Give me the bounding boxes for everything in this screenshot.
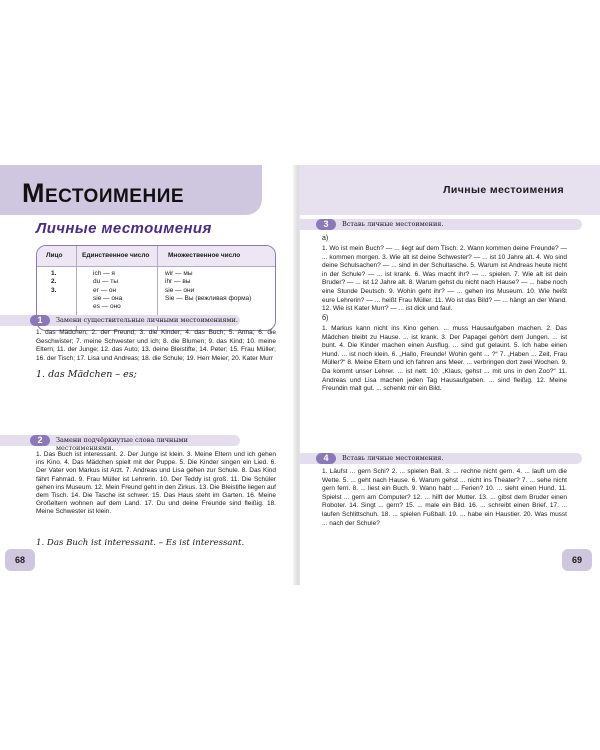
person-column xyxy=(51,270,56,295)
exercise-3-header xyxy=(300,219,582,230)
exercise-task: Замени подчёркнутые слова личными местоимениями. xyxy=(56,436,188,452)
header-plural: Множественное число xyxy=(168,252,241,259)
singular-cell: sie — она xyxy=(93,294,123,302)
header-person: Лицо xyxy=(46,252,63,259)
singular-column xyxy=(93,270,122,311)
exercise-number: 3 xyxy=(316,219,336,230)
singular-cell: du — ты xyxy=(93,278,118,286)
exercise-1-text: 1. das Mädchen; 2. der Freund; 3. die Kinder; 4. das Buch; 5. Anna; 6. die Geschwister; 7. meine Schwester und ich; 8. die Blumen; 9. das Kind; 10. meine Eltern; 11. der Junge; 12. das Auto; 13. deine Bleistifte; 14. Peter; 15. Frau Müller; 16. der Tisch; 17. Lisa und Andreas; 18. die Schule; 19. Herr Meier; 20. Kater Murr xyxy=(36,329,276,362)
page-number-right: 69 xyxy=(562,549,592,571)
book-spread xyxy=(0,165,600,585)
left-page xyxy=(0,165,295,585)
section-title: Личные местоимения xyxy=(36,220,212,237)
part-b-label: б) xyxy=(322,315,329,322)
exercise-1-header xyxy=(0,315,240,326)
part-a-label: а) xyxy=(322,235,329,242)
exercise-3-part-a: 1. Wo ist mein Buch? — ... liegt auf dem Tisch. 2. Wann kommen deine Freunde? — ... kommen morgen. 3. Wie alt ist deine Schwester? — ... ist 10 Jahre alt. 4. Wo sind deine Schulsachen? — ... sind in der Schultasche. 5. Warum ist Andreas heute nicht in der Schule? — ... ist krank. 6. Was macht ihr? — ... spielen. 7. Wie alt ist dein Bruder? — ... ist 12 Jahre alt. 8. Warum gehst du nicht nach Hause? — ... habe noch eine Stunde Deutsch. 9. Wohin geht ihr? — ... gehen ins Museum. 10. Wie heißt eure Lehrerin? — ... heißt Frau Müller. 11. Wo ist das Bild? — ... hängt an der Wand. 12. Wie ist Kater Murr? — ... ist dick und faul. xyxy=(322,245,567,313)
exercise-4-header xyxy=(300,453,582,464)
plural-cell: ihr — вы xyxy=(165,278,191,286)
exercise-1-sample: 1. das Mädchen – es; xyxy=(36,369,137,380)
plural-cell: sie — они xyxy=(165,286,195,294)
person-cell: 2. xyxy=(51,278,57,286)
running-header-title: Личные местоимения xyxy=(443,184,564,196)
chapter-band xyxy=(0,165,262,215)
exercise-number: 4 xyxy=(316,453,336,464)
exercise-task: Вставь личные местоимения. xyxy=(342,220,444,228)
plural-cell: Sie — Вы (вежливая форма) xyxy=(165,294,252,302)
exercise-number: 2 xyxy=(30,435,50,446)
header-singular: Единственное число xyxy=(82,252,150,259)
exercise-3-part-b: 1. Markus kann nicht ins Kino gehen. ... muss Hausaufgaben machen. 2. Das Mädchen bleibt zu Hause. ... ist krank. 3. Der Papagei gehört dem Jungen. ... ist bunt. 4. Die Kinder machen einen Ausflug. ... sind gut gelaunt. 5. Ich habe einen Hund. ... ist noch klein. 6. „Hallo, Freunde! Wohin geht ... ?“ 7. „Haben ... Zeit, Frau Müller?“ 8. Meine Eltern und ich fahren ans Meer. ... verbringen dort zwei Wochen. 9. Da kommt unser Lehrer. ... ist nett. 10. „Klaus, gehst ... mit uns in den Zoo?“ 11. Andreas und Lisa machen jeden Tag Hausaufgaben. ... sind fleißig. 12. Meine Freundin malt gut. ... schenkt mir ein Bild. xyxy=(322,325,567,393)
plural-cell: wir — мы xyxy=(165,270,193,277)
pronoun-table-header xyxy=(37,246,275,267)
exercise-number: 1 xyxy=(30,315,50,326)
right-page xyxy=(300,165,600,585)
singular-cell: es — оно xyxy=(93,303,121,311)
plural-column xyxy=(165,270,251,303)
exercise-task: Замени существительные личными местоимениями. xyxy=(56,316,238,324)
exercise-4-text: 1. Läufst ... gern Schi? 2. ... spielen Ball. 3. ... rechne nicht gern. 4. ... lauft um die Wette. 5. ... geht nach Hause. 6. Warum gehst ... nicht ins Theater? 7. ... sehe nicht gern fern. 8. ... liest ein Buch. 9. Wann habt ... Ferien? 10. ... sieht einen Hund. 11. Spielst ... gern am Computer? 12. ... hilft der Mutter. 13. ... gibst dem Bruder einen Roboter. 14. Singt ... gern? 15. ... male ein Bild. 16. ... schreibt einen Brief. 17. ... laufen Schlittschuh. 18. ... spielen Fußball. 19. ... habe ein Haustier. 20. Was musst ... nach der Schule? xyxy=(322,468,567,527)
person-cell: 3. xyxy=(51,286,57,294)
exercise-task: Вставь личные местоимения. xyxy=(342,454,444,462)
person-cell: 1. xyxy=(51,270,57,277)
exercise-2-text: 1. Das Buch ist interessant. 2. Der Junge ist klein. 3. Meine Eltern und ich gehen ins Kino. 4. Das Mädchen spielt mit der Puppe. 5. Die Kinder singen ein Lied. 6. Der Vater von Markus ist Arzt. 7. Andreas und Lisa gehen zur Schule. 8. Das Kind fährt Fahrrad. 9. Frau Müller ist Lehrerin. 10. Der Teddy ist groß. 11. Die Schüler gehen ins Museum. 12. Mein Freund geht in den Zirkus. 13. Die Bleistifte liegen auf dem Tisch. 14. Die Tasche ist schwer. 15. Das Haus steht im Garten. 16. Meine Großeltern wohnen auf dem Land. 17. Du und deine Freunde sind fleißig. 18. Meine Schwester ist klein. xyxy=(36,451,276,516)
running-header-band xyxy=(300,165,600,215)
singular-cell: ich — я xyxy=(93,270,115,277)
exercise-2-header xyxy=(0,435,240,452)
singular-cell: er — он xyxy=(93,286,117,294)
page-number-left: 68 xyxy=(5,549,35,571)
chapter-title: Местоимение xyxy=(22,178,185,208)
exercise-2-sample: 1. Das Buch ist interessant. – Es ist interessant. xyxy=(36,538,245,548)
